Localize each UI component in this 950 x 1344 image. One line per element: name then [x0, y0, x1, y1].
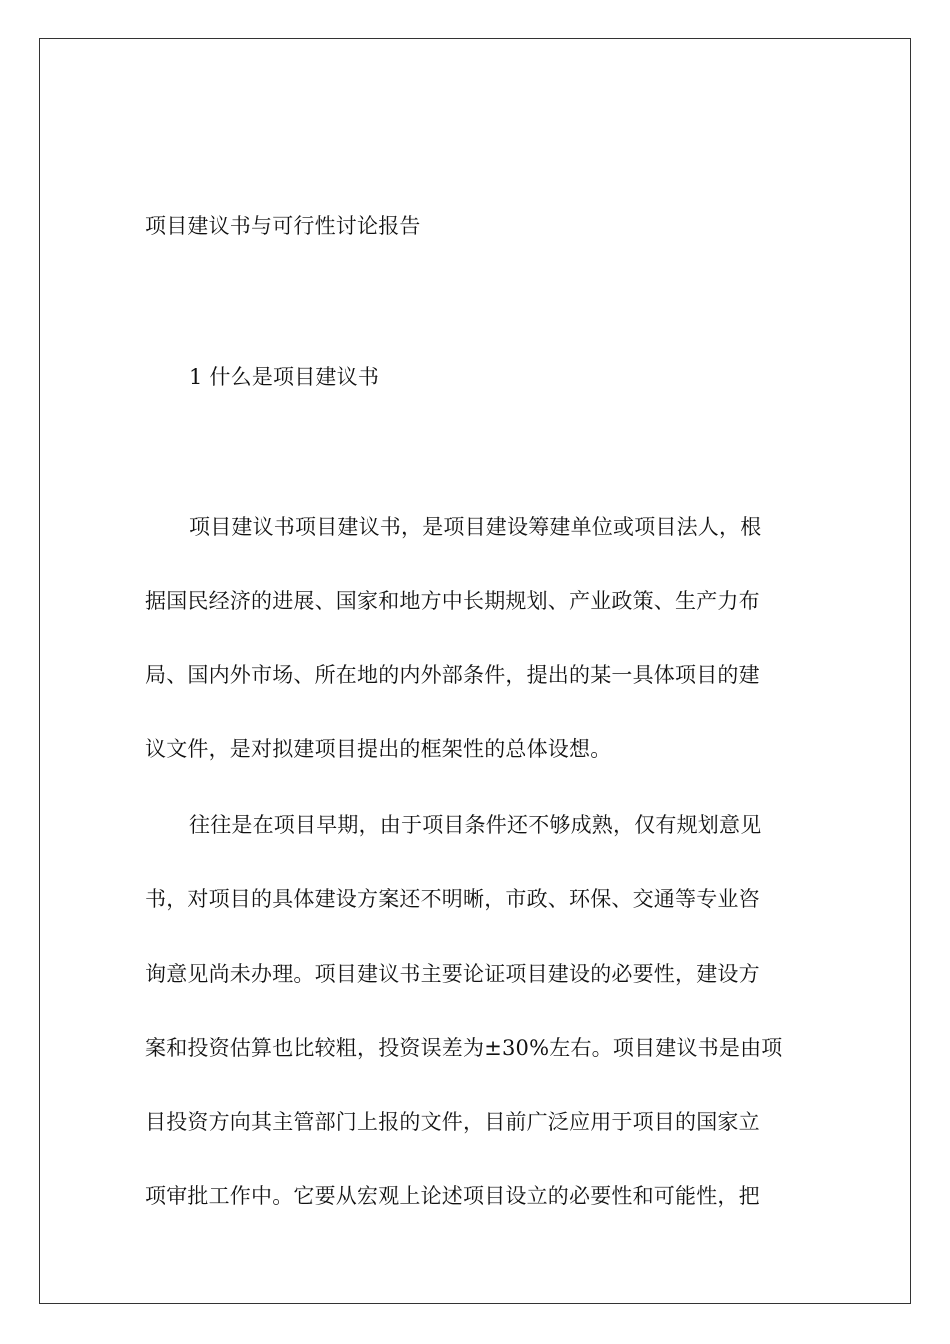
paragraph-2-line-2: 书，对项目的具体建设方案还不明晰，市政、环保、交通等专业咨 [145, 887, 760, 911]
paragraph-2-line-1: 往往是在项目早期，由于项目条件还不够成熟，仅有规划意见 [189, 813, 762, 837]
document-title: 项目建议书与可行性讨论报告 [145, 214, 421, 238]
paragraph-1-line-2: 据国民经济的进展、国家和地方中长期规划、产业政策、生产力布 [145, 589, 760, 613]
paragraph-2-line-5: 目投资方向其主管部门上报的文件，目前广泛应用于项目的国家立 [145, 1110, 760, 1134]
paragraph-1-line-4: 议文件，是对拟建项目提出的框架性的总体设想。 [145, 737, 612, 761]
paragraph-2-line-4: 案和投资估算也比较粗，投资误差为±30%左右。项目建议书是由项 [145, 1036, 783, 1060]
section-heading: 1 什么是项目建议书 [189, 365, 380, 389]
paragraph-2-line-6: 项审批工作中。它要从宏观上论述项目设立的必要性和可能性，把 [145, 1184, 760, 1208]
paragraph-1-line-1: 项目建议书项目建议书，是项目建设筹建单位或项目法人，根 [189, 515, 762, 539]
paragraph-2-line-3: 询意见尚未办理。项目建议书主要论证项目建设的必要性，建设方 [145, 962, 760, 986]
paragraph-1-line-3: 局、国内外市场、所在地的内外部条件，提出的某一具体项目的建 [145, 663, 760, 687]
